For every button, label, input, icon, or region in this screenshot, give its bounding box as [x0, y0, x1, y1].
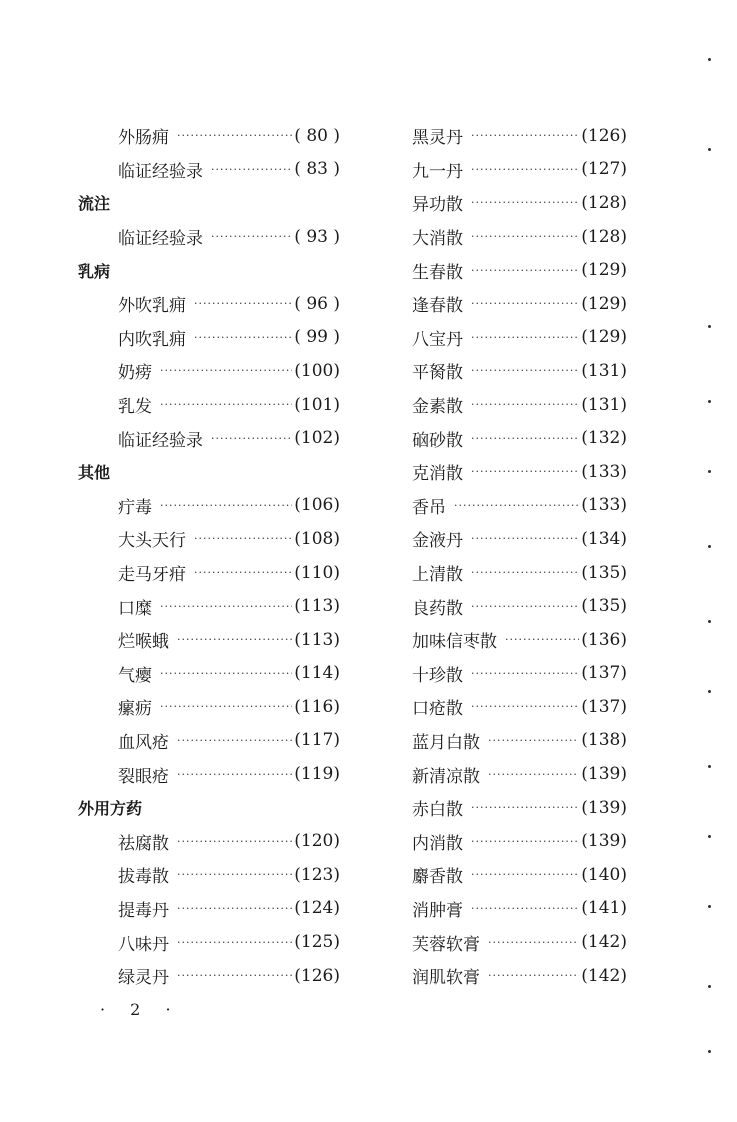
dot-leader [160, 667, 292, 680]
toc-entry-page: (101) [294, 394, 340, 415]
toc-entry-title: 大消散 [412, 229, 463, 250]
dot-leader [211, 230, 292, 243]
toc-entry [412, 589, 627, 623]
toc-entry-title: 奶痨 [118, 363, 152, 384]
toc-entry [412, 220, 627, 254]
toc-entry-page: (129) [581, 260, 627, 281]
toc-entry-page: (125) [294, 932, 340, 953]
toc-entry-page: (133) [581, 495, 627, 516]
toc-entry-page: ( 80 ) [294, 125, 340, 146]
toc-entry [412, 724, 627, 758]
dot-leader [471, 835, 579, 848]
margin-mark [708, 690, 711, 693]
toc-entry-page: (129) [581, 293, 627, 314]
toc-entry-page: (135) [581, 596, 627, 617]
toc-entry-title: 走马牙疳 [118, 565, 186, 586]
dot-leader [454, 499, 579, 512]
dot-leader [471, 566, 579, 579]
dot-leader [177, 936, 292, 949]
dot-leader [177, 734, 292, 747]
toc-entry-page: (139) [581, 831, 627, 852]
dot-leader [194, 297, 292, 310]
section-heading [78, 791, 340, 825]
dot-leader [160, 700, 292, 713]
section-heading [78, 253, 340, 287]
toc-entry-page: ( 83 ) [294, 159, 340, 180]
toc-entry [78, 287, 340, 321]
section-heading-label: 流注 [78, 194, 111, 214]
margin-mark [708, 470, 711, 473]
toc-entry [78, 556, 340, 590]
margin-mark [708, 148, 711, 151]
toc-entry-page: (123) [294, 864, 340, 885]
toc-entry-page: ( 93 ) [294, 226, 340, 247]
margin-mark [708, 1050, 711, 1053]
toc-entry [78, 892, 340, 926]
toc-entry-page: (116) [294, 696, 340, 717]
section-heading [78, 455, 340, 489]
toc-entry-title: 口疮散 [412, 699, 463, 720]
toc-entry-title: 金液丹 [412, 531, 463, 552]
toc-entry-page: (140) [581, 864, 627, 885]
dot-leader [177, 633, 292, 646]
toc-entry-title: 气瘿 [118, 665, 152, 686]
toc-entry-title: 克消散 [412, 464, 463, 485]
dot-leader [471, 532, 579, 545]
toc-entry-title: 麝香散 [412, 867, 463, 888]
dot-leader [177, 868, 292, 881]
toc-entry-title: 黑灵丹 [412, 128, 463, 149]
toc-entry-page: (136) [581, 629, 627, 650]
toc-entry-title: 九一丹 [412, 161, 463, 182]
toc-entry-page: (102) [294, 428, 340, 449]
dot-leader [471, 364, 579, 377]
toc-entry [78, 522, 340, 556]
toc-entry-title: 赤白散 [412, 800, 463, 821]
section-heading-label: 其他 [78, 463, 111, 483]
toc-entry [78, 119, 340, 153]
toc-entry-title: 生春散 [412, 262, 463, 283]
toc-entry-page: (142) [581, 965, 627, 986]
toc-left-column [78, 119, 340, 992]
toc-entry-page: (108) [294, 528, 340, 549]
toc-entry-title: 消肿膏 [412, 900, 463, 921]
toc-entry [412, 119, 627, 153]
dot-leader [488, 734, 579, 747]
dot-leader [488, 969, 579, 982]
toc-entry-page: (133) [581, 461, 627, 482]
toc-entry-page: (137) [581, 663, 627, 684]
toc-entry-title: 乳发 [118, 397, 152, 418]
dot-leader [177, 969, 292, 982]
toc-entry-page: (139) [581, 797, 627, 818]
toc-entry-title: 拔毒散 [118, 867, 169, 888]
toc-entry-title: 疔毒 [118, 497, 152, 518]
toc-entry-title: 金素散 [412, 397, 463, 418]
toc-entry [78, 623, 340, 657]
toc-entry-page: (131) [581, 360, 627, 381]
toc-entry-title: 祛腐散 [118, 833, 169, 854]
dot-leader [177, 768, 292, 781]
toc-entry [412, 522, 627, 556]
toc-entry-page: (117) [294, 730, 340, 751]
dot-leader [488, 936, 579, 949]
section-heading-label: 外用方药 [78, 799, 143, 819]
dot-leader [471, 801, 579, 814]
toc-entry-title: 内消散 [412, 833, 463, 854]
toc-entry [412, 791, 627, 825]
toc-entry-page: (128) [581, 192, 627, 213]
toc-entry-title: 临证经验录 [118, 161, 203, 182]
toc-entry-title: 临证经验录 [118, 430, 203, 451]
toc-entry [78, 757, 340, 791]
toc-entry [78, 388, 340, 422]
toc-entry-title: 血风疮 [118, 732, 169, 753]
toc-entry-page: (139) [581, 764, 627, 785]
toc-entry-title: 逢春散 [412, 296, 463, 317]
dot-leader [177, 835, 292, 848]
toc-entry [78, 690, 340, 724]
toc-entry-page: (124) [294, 898, 340, 919]
toc-entry [78, 657, 340, 691]
toc-entry [412, 354, 627, 388]
dot-leader [194, 566, 292, 579]
toc-entry-title: 硇砂散 [412, 430, 463, 451]
toc-entry [78, 925, 340, 959]
toc-entry-page: (134) [581, 528, 627, 549]
toc-entry-page: (120) [294, 831, 340, 852]
toc-entry-page: (126) [581, 125, 627, 146]
margin-mark [708, 545, 711, 548]
toc-entry [412, 421, 627, 455]
margin-mark [708, 58, 711, 61]
dot-leader [160, 600, 292, 613]
dot-leader [177, 902, 292, 915]
dot-leader [471, 868, 579, 881]
toc-entry-page: (128) [581, 226, 627, 247]
section-heading [78, 186, 340, 220]
toc-entry-title: 十珍散 [412, 665, 463, 686]
toc-entry [78, 354, 340, 388]
toc-entry-page: (142) [581, 932, 627, 953]
dot-leader [471, 129, 579, 142]
toc-entry-page: (127) [581, 159, 627, 180]
dot-leader [471, 264, 579, 277]
dot-leader [471, 667, 579, 680]
toc-entry [412, 657, 627, 691]
page-number: · 2 · [100, 1000, 181, 1019]
toc-entry-title: 八宝丹 [412, 329, 463, 350]
dot-leader [471, 297, 579, 310]
toc-entry-title: 香吊 [412, 497, 446, 518]
toc-entry-page: (113) [294, 629, 340, 650]
toc-right-column [412, 119, 627, 992]
toc-entry-title: 良药散 [412, 598, 463, 619]
toc-entry [412, 824, 627, 858]
toc-entry [412, 489, 627, 523]
dot-leader [471, 196, 579, 209]
toc-entry [78, 153, 340, 187]
toc-entry [78, 959, 340, 993]
toc-entry-title: 上清散 [412, 565, 463, 586]
section-heading-label: 乳病 [78, 261, 111, 281]
toc-entry-title: 润肌软膏 [412, 968, 480, 989]
toc-entry [412, 757, 627, 791]
toc-entry-page: (113) [294, 596, 340, 617]
toc-entry-page: (126) [294, 965, 340, 986]
toc-entry [78, 724, 340, 758]
margin-mark [708, 325, 711, 328]
toc-entry [412, 388, 627, 422]
toc-entry-page: (119) [294, 764, 340, 785]
toc-entry [412, 455, 627, 489]
toc-entry-page: (110) [294, 562, 340, 583]
margin-mark [708, 400, 711, 403]
toc-entry-title: 口糜 [118, 598, 152, 619]
toc-entry-page: ( 99 ) [294, 327, 340, 348]
dot-leader [471, 331, 579, 344]
dot-leader [471, 398, 579, 411]
dot-leader [471, 902, 579, 915]
dot-leader [160, 398, 292, 411]
toc-entry-title: 加味信枣散 [412, 632, 497, 653]
dot-leader [471, 465, 579, 478]
dot-leader [194, 532, 292, 545]
toc-entry-title: 裂眼疮 [118, 766, 169, 787]
toc-entry [78, 321, 340, 355]
toc-entry-page: (114) [294, 663, 340, 684]
toc-entry-page: (137) [581, 696, 627, 717]
toc-entry-title: 临证经验录 [118, 229, 203, 250]
dot-leader [471, 700, 579, 713]
toc-entry-page: ( 96 ) [294, 293, 340, 314]
toc-entry [412, 287, 627, 321]
dot-leader [211, 163, 292, 176]
toc-entry [412, 892, 627, 926]
toc-entry [412, 858, 627, 892]
toc-entry-title: 平胬散 [412, 363, 463, 384]
toc-entry-title: 芙蓉软膏 [412, 934, 480, 955]
dot-leader [471, 163, 579, 176]
toc-entry-title: 内吹乳痈 [118, 329, 186, 350]
toc-entry-page: (131) [581, 394, 627, 415]
dot-leader [505, 633, 579, 646]
dot-leader [211, 432, 292, 445]
dot-leader [488, 768, 579, 781]
dot-leader [160, 499, 292, 512]
margin-mark [708, 905, 711, 908]
toc-entry [78, 824, 340, 858]
toc-entry [412, 321, 627, 355]
toc-entry-title: 蓝月白散 [412, 732, 480, 753]
toc-entry [78, 220, 340, 254]
toc-entry [412, 690, 627, 724]
dot-leader [471, 600, 579, 613]
toc-entry [412, 925, 627, 959]
toc-entry [78, 421, 340, 455]
toc-entry [412, 959, 627, 993]
dot-leader [471, 230, 579, 243]
toc-entry-page: (129) [581, 327, 627, 348]
margin-mark [708, 985, 711, 988]
toc-entry [412, 623, 627, 657]
toc-entry-title: 大头天行 [118, 531, 186, 552]
toc-entry-page: (141) [581, 898, 627, 919]
margin-mark [708, 620, 711, 623]
toc-entry [78, 589, 340, 623]
dot-leader [471, 432, 579, 445]
dot-leader [160, 364, 292, 377]
toc-entry [412, 556, 627, 590]
toc-entry-page: (132) [581, 428, 627, 449]
toc-entry-title: 外肠痈 [118, 128, 169, 149]
toc-entry [78, 489, 340, 523]
toc-entry-title: 外吹乳痈 [118, 296, 186, 317]
toc-entry-title: 异功散 [412, 195, 463, 216]
toc-entry-title: 提毒丹 [118, 900, 169, 921]
margin-mark [708, 765, 711, 768]
toc-entry-page: (138) [581, 730, 627, 751]
toc-entry-page: (106) [294, 495, 340, 516]
toc-entry [412, 253, 627, 287]
margin-mark [708, 835, 711, 838]
toc-entry-title: 烂喉蛾 [118, 632, 169, 653]
toc-entry [412, 153, 627, 187]
toc-entry [412, 186, 627, 220]
toc-entry-title: 新清凉散 [412, 766, 480, 787]
toc-entry-page: (135) [581, 562, 627, 583]
dot-leader [194, 331, 292, 344]
dot-leader [177, 129, 292, 142]
toc-entry-page: (100) [294, 360, 340, 381]
toc-entry-title: 绿灵丹 [118, 968, 169, 989]
toc-entry-title: 瘰疬 [118, 699, 152, 720]
toc-entry [78, 858, 340, 892]
toc-entry-title: 八味丹 [118, 934, 169, 955]
